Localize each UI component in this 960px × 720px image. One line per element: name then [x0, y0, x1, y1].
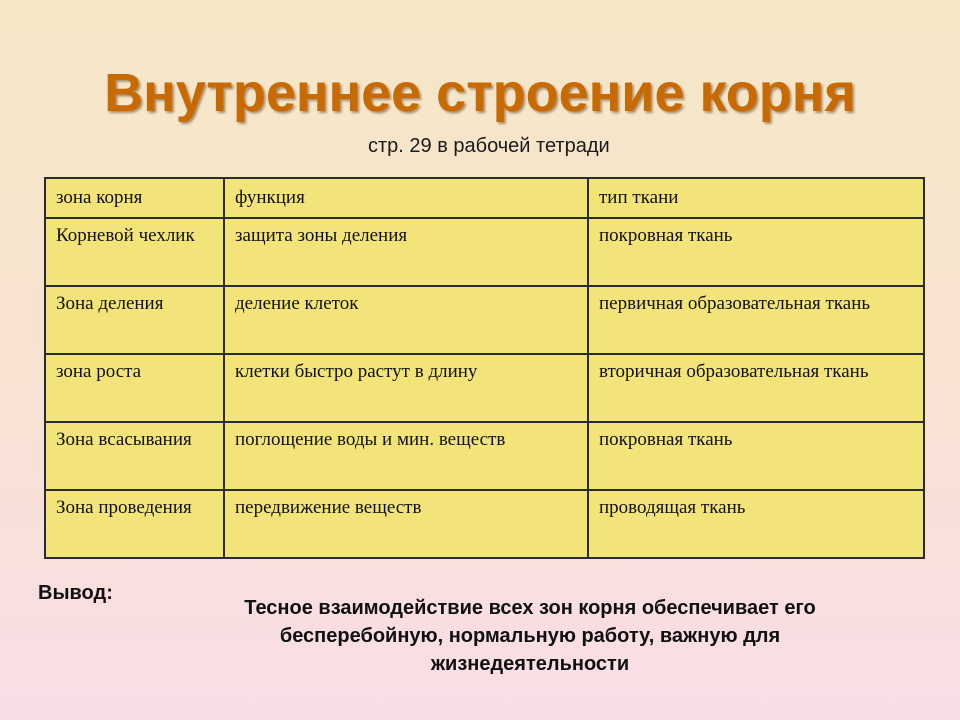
- slide-subtitle: стр. 29 в рабочей тетради: [368, 135, 610, 157]
- cell-zone: Корневой чехлик: [45, 218, 224, 286]
- cell-function: деление клеток: [224, 286, 588, 354]
- table-row: [45, 218, 924, 286]
- cell-zone: Зона проведения: [45, 490, 224, 558]
- table-row: [45, 286, 924, 354]
- cell-zone: зона роста: [45, 354, 224, 422]
- cell-tissue: вторичная образовательная ткань: [588, 354, 924, 422]
- cell-function: передвижение веществ: [224, 490, 588, 558]
- cell-tissue: покровная ткань: [588, 218, 924, 286]
- table-row: [45, 354, 924, 422]
- cell-function: клетки быстро растут в длину: [224, 354, 588, 422]
- cell-tissue: проводящая ткань: [588, 490, 924, 558]
- cell-tissue: первичная образовательная ткань: [588, 286, 924, 354]
- table-row: [45, 490, 924, 558]
- table-row: [45, 422, 924, 490]
- header-cell-function: функция: [224, 178, 588, 218]
- header-cell-tissue: тип ткани: [588, 178, 924, 218]
- conclusion-text: Тесное взаимодействие всех зон корня обеспечивает его бесперебойную, нормальную работу, важную для жизнедеятельности: [244, 597, 816, 675]
- cell-zone: Зона всасывания: [45, 422, 224, 490]
- cell-tissue: покровная ткань: [588, 422, 924, 490]
- header-cell-zone: зона корня: [45, 178, 224, 218]
- slide-title: Внутреннее строение корня: [104, 63, 856, 123]
- cell-zone: Зона деления: [45, 286, 224, 354]
- cell-function: защита зоны деления: [224, 218, 588, 286]
- root-zones-table: [44, 177, 925, 559]
- cell-function: поглощение воды и мин. веществ: [224, 422, 588, 490]
- conclusion-label: Вывод:: [38, 582, 113, 604]
- table-header-row: [45, 178, 924, 218]
